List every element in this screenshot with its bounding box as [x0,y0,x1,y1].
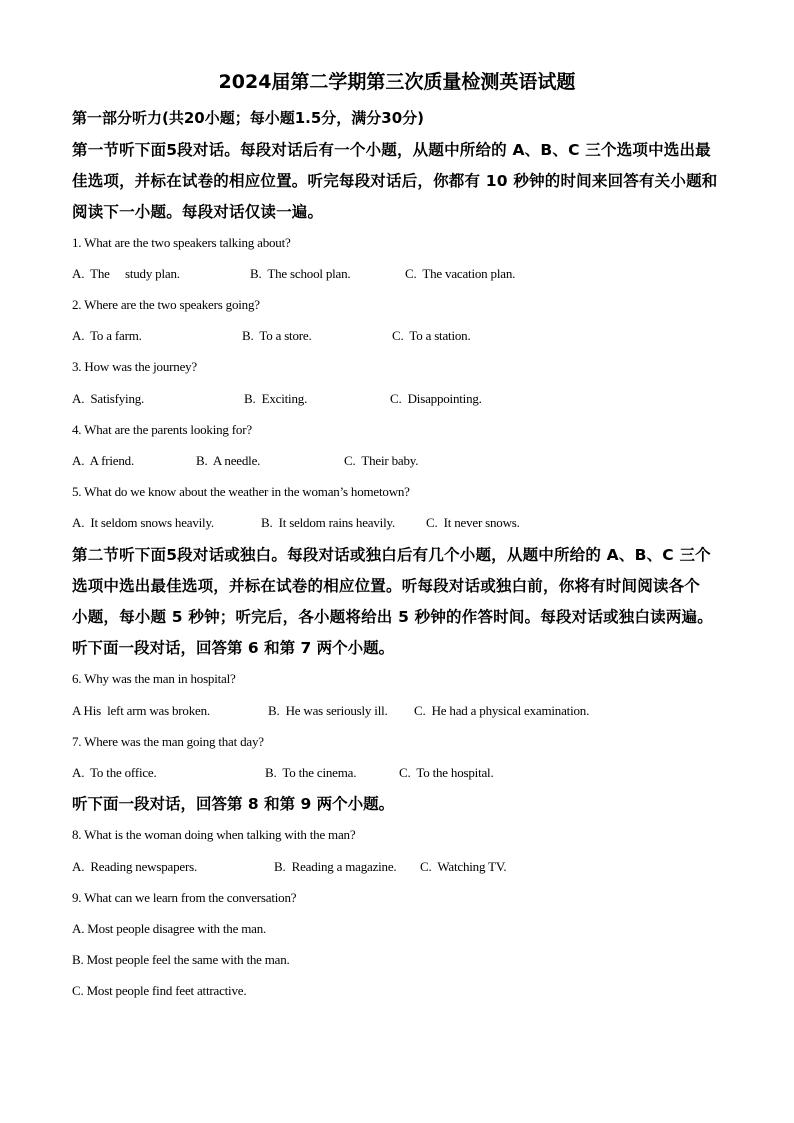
option-b: B. To the cinema. [265,765,357,780]
option-c: C. It never snows. [426,515,520,530]
dialogue-heading-8-9: 听下面一段对话，回答第 8 和第 9 两个小题。 [72,795,395,813]
section2-instructions [72,540,724,633]
option-c: C. Their baby. [344,453,419,468]
option-b: B. The school plan. [250,266,351,281]
option-a: A. To a farm. [72,328,142,343]
question-2-options [72,327,724,345]
option-a: A. The study plan. [72,266,180,281]
option-b: B. It seldom rains heavily. [261,515,396,530]
instruction-line: 佳选项，并标在试卷的相应位置。听完每段对话后，你都有 10 秒钟的时间来回答有关小题和 [72,172,718,190]
question-6: 6. Why was the man in hospital? [72,671,236,686]
section1-instructions [72,135,724,228]
question-7: 7. Where was the man going that day? [72,734,264,749]
option-a: A. Reading newspapers. [72,859,198,874]
option-c: C. Most people find feet attractive. [72,983,247,998]
question-1: 1. What are the two speakers talking about? [72,235,291,250]
option-c: C. He had a physical examination. [414,703,590,718]
question-3: 3. How was the journey? [72,359,198,374]
option-b: B. He was seriously ill. [268,703,388,718]
option-b: B. A needle. [196,453,261,468]
instruction-line: 小题，每小题 5 秒钟；听完后，各小题将给出 5 秒钟的作答时间。每段对话或独白读两遍。 [72,608,713,626]
instruction-line: 第一节听下面5段对话。每段对话后有一个小题，从题中所给的 A、B、C 三个选项中选出最 [72,141,711,159]
instruction-line: 阅读下一小题。每段对话仅读一遍。 [72,203,324,221]
instruction-line: 第二节听下面5段对话或独白。每段对话或独白后有几个小题，从题中所给的 A、B、C 三个 [72,546,711,564]
question-2: 2. Where are the two speakers going? [72,297,260,312]
option-c: C. The vacation plan. [405,266,516,281]
option-b: B. Reading a magazine. [274,859,397,874]
option-b: B. To a store. [242,328,312,343]
page-title: 2024届第二学期第三次质量检测英语试题 [218,71,576,93]
option-a: A. It seldom snows heavily. [72,515,214,530]
option-a: A. A friend. [72,453,135,468]
option-a: A. Most people disagree with the man. [72,921,267,936]
option-c: C. To the hospital. [399,765,494,780]
question-8-options [72,858,724,876]
option-a: A. Satisfying. [72,391,145,406]
question-5-options [72,514,724,532]
dialogue-heading-6-7: 听下面一段对话，回答第 6 和第 7 两个小题。 [72,639,395,657]
part1-heading: 第一部分听力(共20小题；每小题1.5分，满分30分) [72,109,425,127]
question-5: 5. What do we know about the weather in the woman’s hometown? [72,484,410,499]
question-3-options [72,390,724,408]
instruction-line: 选项中选出最佳选项，并标在试卷的相应位置。听每段对话或独白前，你将有时间阅读各个 [72,577,701,595]
option-b: B. Exciting. [244,391,308,406]
option-c: C. Watching TV. [420,859,507,874]
question-1-options [72,265,724,283]
option-b: B. Most people feel the same with the man. [72,952,290,967]
question-4: 4. What are the parents looking for? [72,422,252,437]
question-9: 9. What can we learn from the conversation? [72,890,297,905]
option-c: C. Disappointing. [390,391,482,406]
option-c: C. To a station. [392,328,471,343]
option-a: A His left arm was broken. [72,703,210,718]
option-a: A. To the office. [72,765,157,780]
question-7-options [72,764,724,782]
question-8: 8. What is the woman doing when talking with the man? [72,827,356,842]
question-4-options [72,452,724,470]
question-6-options [72,702,724,720]
